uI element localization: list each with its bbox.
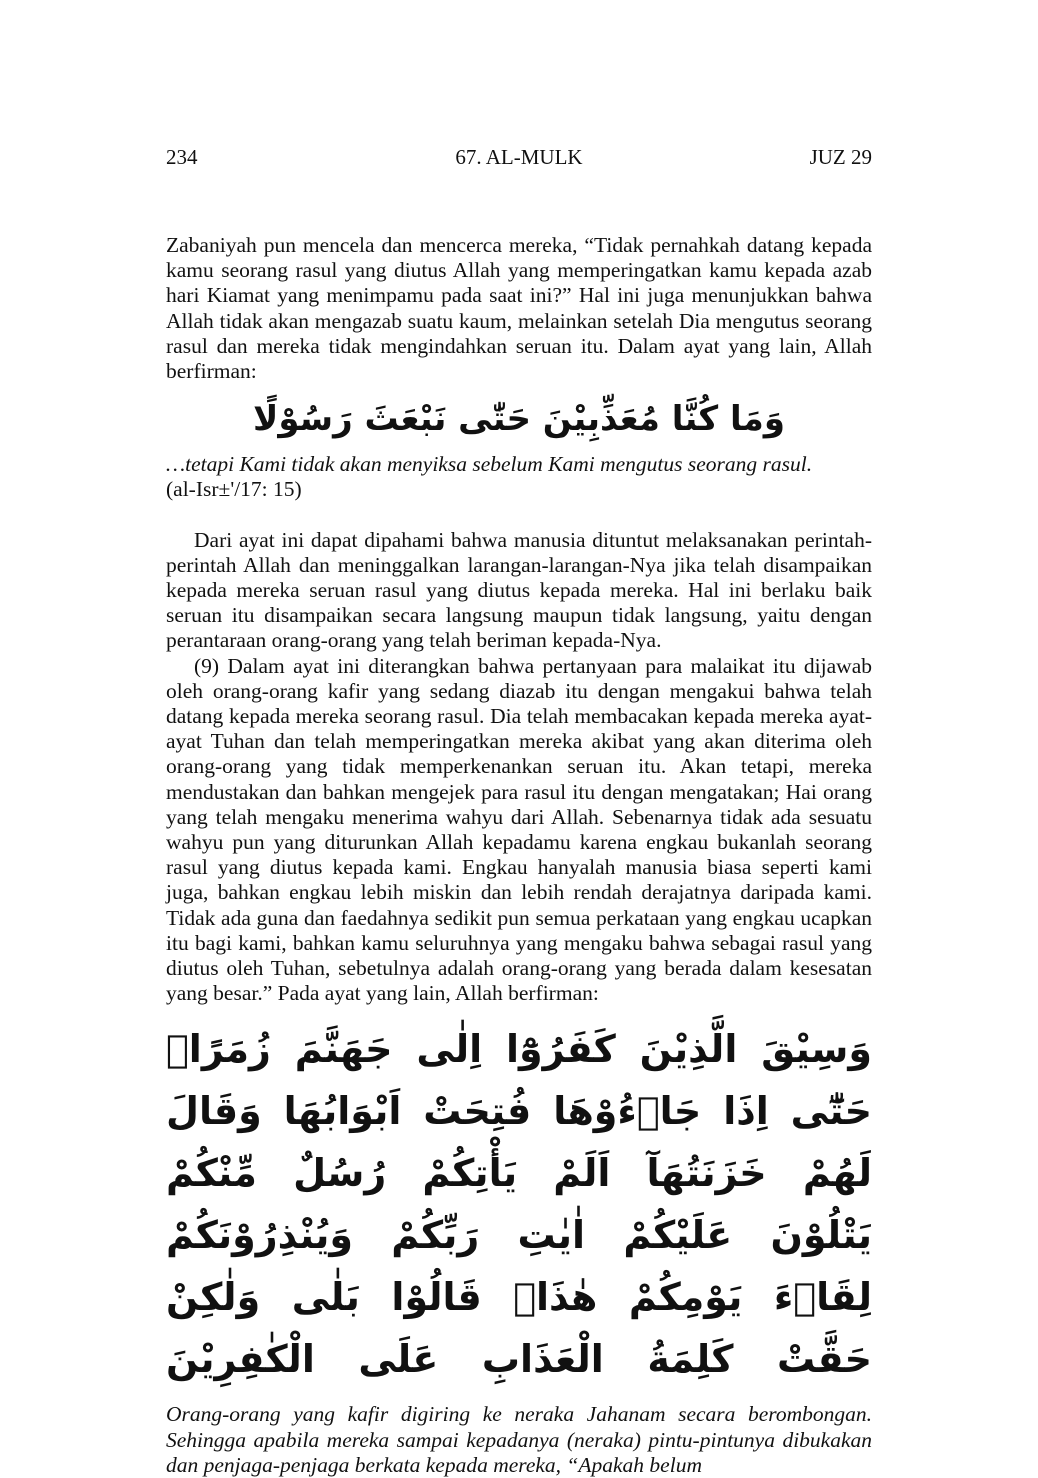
verse-translation-1: …tetapi Kami tidak akan menyiksa sebelum Kami mengutus seorang rasul. [166, 452, 813, 477]
body-paragraph-3: (9) Dalam ayat ini diterangkan bahwa pertanyaan para malaikat itu dijawab oleh orang-orang kafir yang sedang diazab itu dengan mengakui bahwa telah datang kepada mereka seorang rasul. Dia telah membacakan kepada mereka ayat-ayat Tuhan dan telah memperingatkan mereka akibat yang akan diterima oleh orang-orang yang tidak memperkenankan seruan itu. Akan tetapi, mereka mendustakan dan bahkan mengejek para rasul itu dengan mengatakan; Hai orang yang telah mengaku menerima wahyu dari Allah. Sebenarnya tidak ada sesuatu wahyu pun yang diturunkan Allah kepadamu karena engkau bukanlah seorang rasul yang diutus kepada kami. Engkau hanyalah manusia biasa seperti kami juga, bahkan engkau lebih miskin dan lebih rendah derajatnya daripada kami. Tidak ada guna dan faedahnya sedikit pun semua perkataan yang engkau ucapkan itu bagi kami, bahkan kamu seluruhnya yang mengaku bahwa sebagai rasul yang diutus oleh Tuhan, sebetulnya adalah orang-orang yang berada dalam kesesatan yang besar.” Pada ayat yang lain, Allah berfirman: [166, 653, 872, 1006]
body-paragraph-1: Zabaniyah pun mencela dan mencerca mereka, “Tidak pernahkah datang kepada kamu seorang rasul yang diutus Allah yang memperingatkan kamu kepada azab hari Kiamat yang menimpamu pada saat ini?” Hal ini juga menunjukkan bahwa Allah tidak akan mengazab suatu kaum, melainkan setelah Dia mengutus seorang rasul dan mereka tidak mengindahkan seruan itu. Dalam ayat yang lain, Allah berfirman: [166, 233, 872, 384]
arabic-verse-2: وَسِيْقَ الَّذِيْنَ كَفَرُوْٓا اِلٰى جَهَنَّمَ زُمَرًاۗ حَتّٰٓى اِذَا جَاۤءُوْهَا فُتِحَتْ اَبْوَابُهَا وَقَالَ لَهُمْ خَزَنَتُهَآ اَلَمْ يَأْتِكُمْ رُسُلٌ مِّنْكُمْ يَتْلُوْنَ عَلَيْكُمْ اٰيٰتِ رَبِّكُمْ وَيُنْذِرُوْنَكُمْ لِقَاۤءَ يَوْمِكُمْ هٰذَاۗ قَالُوْا بَلٰى وَلٰكِنْ حَقَّتْ كَلِمَةُ الْعَذَابِ عَلَى الْكٰفِرِيْنَ [166, 1027, 872, 1382]
verse-translation-2: Orang-orang yang kafir digiring ke neraka Jahanam secara berombongan. Sehingga apabila mereka sampai kepadanya (neraka) pintu-pintunya dibukakan dan penjaga-penjaga berkata kepada mereka, “Apakah belum [166, 1402, 872, 1477]
chapter-title: 67. AL-MULK [455, 145, 583, 169]
verse-reference-1: (al-Isr±'/17: 15) [166, 477, 302, 502]
page-number: 234 [166, 145, 198, 169]
juz-label: JUZ 29 [809, 145, 872, 169]
page-body [166, 233, 872, 1478]
arabic-verse-1: وَمَا كُنَّا مُعَذِّبِيْنَ حَتّٰى نَبْعَثَ رَسُوْلًا [253, 399, 785, 440]
body-paragraph-2: Dari ayat ini dapat dipahami bahwa manusia dituntut melaksanakan perintah-perintah Allah dan meninggalkan larangan-larangan-Nya jika telah disampaikan kepada mereka seruan rasul yang diutus kepada mereka. Hal ini berlaku baik seruan itu disampaikan secara langsung maupun tidak langsung, yaitu dengan perantaraan orang-orang yang telah beriman kepada-Nya. [166, 527, 872, 653]
